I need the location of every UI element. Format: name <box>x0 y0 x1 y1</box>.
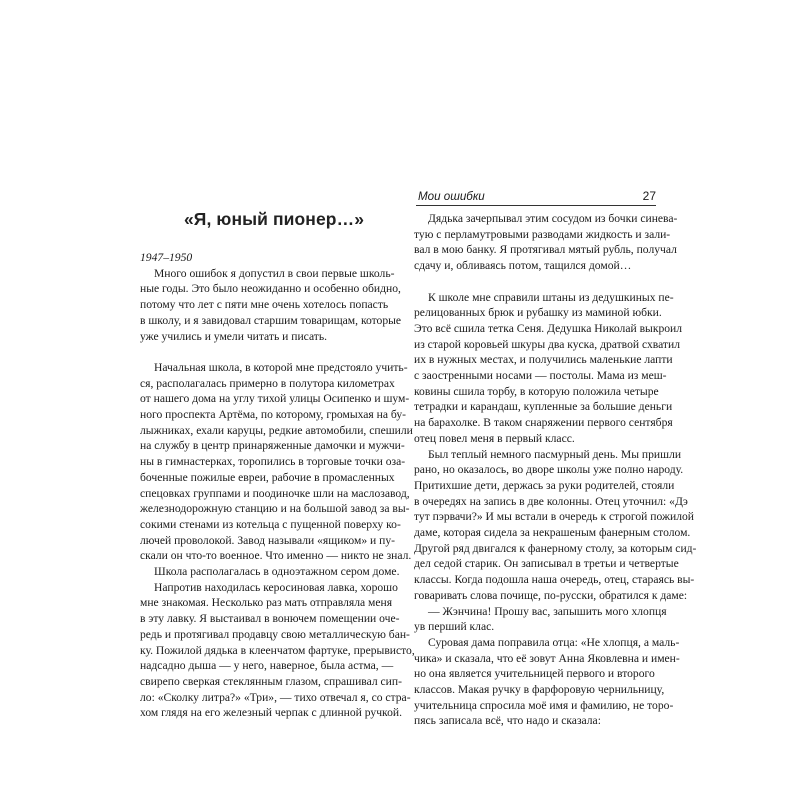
text-line: боченные пожилые евреи, рабочие в промасленных <box>140 470 395 484</box>
text-line: Напротив находилась керосиновая лавка, хорошо <box>154 580 398 594</box>
text-line: ны в гимнастерках, торопились в торговые точки оза- <box>140 455 406 469</box>
text-line: на барахолке. В таком снаряжении первого сентября <box>414 416 673 430</box>
text-line: Другой ряд двигался к фанерному столу, за которым сид- <box>414 541 697 555</box>
text-line: отец повел меня в первый класс. <box>414 431 575 445</box>
text-line: спецовках группами и поодиночке шли на маслозавод, <box>140 486 410 500</box>
text-line: сокими стенами из котельца с пущенной поверху ко- <box>140 517 401 531</box>
text-line: Дядька зачерпывал этим сосудом из бочки синева- <box>428 212 678 225</box>
text-line: с заостренными носами — постолы. Мама из меш- <box>414 369 667 383</box>
text-line: пясь записала всё, что надо и сказала: <box>414 714 601 728</box>
text-line: ся, располагалась примерно в полутора километрах <box>140 376 395 390</box>
running-head-title: Мои ошибки <box>418 190 485 203</box>
text-line: Это всё сшила тетка Сеня. Дедушка Николай выкроил <box>414 321 683 335</box>
text-line: скали он что-то военное. Что именно — никто не знал. <box>140 549 412 563</box>
text-line: учительница спросила моё имя и фамилию, не торо- <box>414 698 674 712</box>
text-line: — Жэнчина! Прошу вас, запышить мого хлопця <box>428 604 667 618</box>
text-line: лыжниках, ехали каруцы, редкие автомобили, спешили <box>140 423 413 437</box>
text-line: в школу, и я завидовал старшим товарищам, которые <box>140 313 402 327</box>
text-line: ковины сшила торбу, в которую положила четыре <box>414 384 659 398</box>
text-line: дел седой старик. Он записывал в третьи и четвертые <box>414 557 679 571</box>
text-line: но она является учительницей первого и второго <box>414 667 655 681</box>
text-line: Суровая дама поправила отца: «Не хлопця, а маль- <box>428 635 680 649</box>
right-page <box>414 211 697 729</box>
text-line: тетрадки и карандаш, купленные за большие деньги <box>414 400 673 414</box>
text-line: чика» и сказала, что её зовут Анна Яковлевна и имен- <box>414 651 680 665</box>
text-line: сдачу и, обливаясь потом, тащился домой… <box>414 259 632 273</box>
text-line: тут пэрвачи?» И мы встали в очередь к строгой пожилой <box>414 510 695 524</box>
paragraph <box>140 266 402 345</box>
running-head <box>416 189 656 206</box>
text-line: в очередях на запись в две колонны. Отец уточнил: «Дэ <box>414 494 688 508</box>
paragraph <box>140 360 413 564</box>
text-line: рано, но оказалось, во дворе школы уже полно народу. <box>414 463 684 477</box>
text-line: Притихшие дети, держась за руки родителей, стояли <box>414 478 675 492</box>
text-line: Школа располагалась в одноэтажном сером доме. <box>154 565 400 579</box>
text-line: говаривать слова почище, по-русски, обратился к даме: <box>414 588 688 602</box>
text-line: ув перший клас. <box>414 620 495 634</box>
text-line: в эту лавку. Я выстаивал в вонючем помещении оче- <box>140 612 400 626</box>
chapter-title: «Я, юный пионер…» <box>183 209 365 229</box>
left-page <box>140 208 415 721</box>
paragraph <box>414 290 683 447</box>
text-line: уже учились и умели читать и писать. <box>140 329 328 343</box>
text-line: Много ошибок я допустил в свои первые школь- <box>154 266 395 280</box>
paragraph <box>414 447 697 635</box>
text-line: хом глядя на его железный черпак с длинной ручкой. <box>140 706 403 720</box>
text-line: мне знакомая. Несколько раз мать отправляла меня <box>140 596 393 610</box>
text-line: классы. Когда подошла наша очередь, отец, стараясь вы- <box>414 573 695 587</box>
page-number: 27 <box>642 189 656 203</box>
text-line: железнодорожную станцию и на большой завод за вы- <box>140 502 410 516</box>
text-line: Начальная школа, в которой мне предстояло учить- <box>154 360 408 374</box>
text-line: классов. Макая ручку в фарфоровую чернильницу, <box>414 683 665 697</box>
paragraph <box>414 635 680 729</box>
text-line: их в нужных местах, и получились маленькие лапти <box>414 353 673 367</box>
paragraph-gap <box>414 274 666 290</box>
text-line: тую с перламутровыми разводами жидкость и зали- <box>414 227 671 241</box>
text-line: даме, которая сидела за некрашеным фанерным столом. <box>414 526 691 540</box>
text-line: К школе мне справили штаны из дедушкиных пе- <box>428 290 674 304</box>
text-line: ло: «Сколку литра?» «Три», — тихо отвечал я, со стра- <box>140 690 411 704</box>
text-line: ку. Пожилой дядька в клеенчатом фартуке, прерывисто, <box>140 643 415 657</box>
text-line: на службу в центр принаряженные дамочки и мужчи- <box>140 439 405 453</box>
text-line: из старой коровьей шкуры два куска, дратвой схватил <box>414 337 680 351</box>
text-line: ные годы. Это было неожиданно и особенно обидно, <box>140 282 401 296</box>
text-line: Был теплый немного пасмурный день. Мы пришли <box>428 447 682 461</box>
date-range: 1947–1950 <box>140 251 193 264</box>
text-line: релицованных брюк и рубашку из маминой юбки. <box>414 306 662 320</box>
paragraph <box>414 211 678 274</box>
text-line: свирепо сверкая стеклянным глазом, спрашивал сип- <box>140 674 402 688</box>
text-line: ного проспекта Артёма, по которому, громыхая на бу- <box>140 408 406 422</box>
text-line: редь и протягивал продавцу свою металлическую бан- <box>140 627 410 641</box>
text-line: потому что лет с пяти мне очень хотелось попасть <box>140 298 389 312</box>
text-line: вал в мою банку. Я протягивал мятый рубль, получал <box>414 243 677 257</box>
paragraph-gap <box>140 344 398 360</box>
text-line: надсадно дыша — у него, наверное, была астма, — <box>140 659 394 673</box>
text-line: от нашего дома на углу тихой улицы Осипенко и шум- <box>140 392 410 406</box>
text-line: лючей проволокой. Завод называли «ящиком» и пу- <box>140 533 396 547</box>
paragraph <box>140 564 415 721</box>
